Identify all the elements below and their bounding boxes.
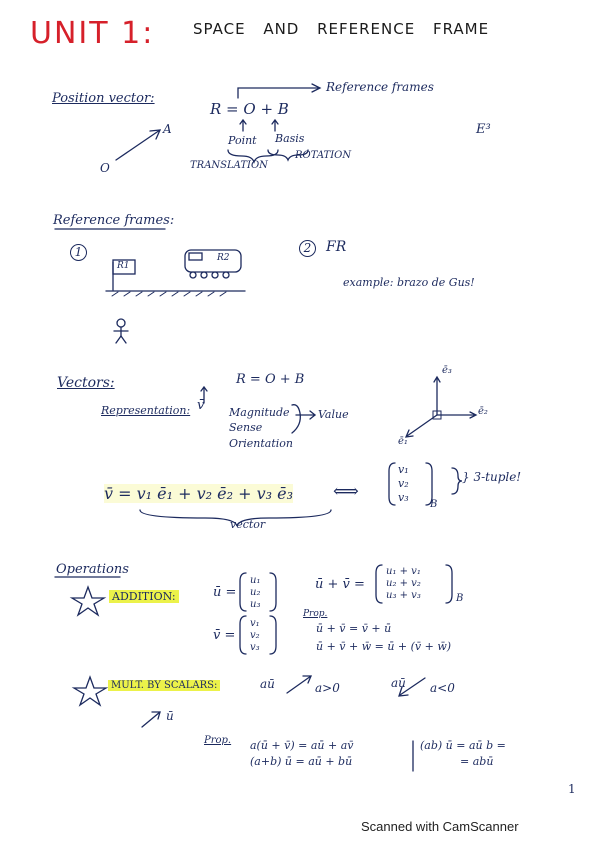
page-number: 1 bbox=[568, 782, 576, 796]
space-label: E³ bbox=[476, 122, 491, 137]
scalar-prop-1: a(ū + v̄) = aū + av̄ bbox=[250, 739, 354, 752]
e3-label: ē₃ bbox=[442, 365, 452, 376]
scalar-prop-label: Prop. bbox=[204, 735, 232, 746]
tuple-note: } 3-tuple! bbox=[462, 470, 522, 484]
star-addition-icon bbox=[72, 587, 104, 615]
u2: u₂ bbox=[250, 587, 261, 598]
vector-word: vector bbox=[230, 518, 266, 531]
r1-label: R1 bbox=[117, 261, 130, 271]
scanned-watermark: Scanned with CamScanner bbox=[361, 819, 519, 834]
a-negative: a<0 bbox=[430, 681, 455, 695]
v3: v₃ bbox=[250, 642, 260, 653]
reference-frames-heading: Reference frames: bbox=[53, 213, 175, 228]
rotation-label: ROTATION bbox=[295, 150, 352, 161]
r2-label: R2 bbox=[217, 253, 230, 263]
e1-label: ē₁ bbox=[398, 436, 408, 447]
origin-label: O bbox=[100, 161, 110, 175]
equivalence-arrow: ⟺ bbox=[333, 481, 359, 502]
reference-frames-label: Reference frames bbox=[326, 80, 434, 94]
position-vector-line bbox=[116, 130, 160, 160]
translation-label: TRANSLATION bbox=[190, 160, 268, 171]
operations-heading: Operations bbox=[56, 562, 129, 577]
magnitude-label: Magnitude bbox=[229, 406, 290, 419]
scalar-mult-positive: aū bbox=[260, 677, 275, 691]
fr-label: FR bbox=[326, 239, 347, 255]
e2-label: ē₂ bbox=[478, 406, 488, 417]
v1: v₁ bbox=[250, 618, 260, 629]
v-definition: v̄ = bbox=[213, 628, 236, 643]
point-label: Point bbox=[228, 134, 257, 147]
page-title: SPACE AND REFERENCE FRAME bbox=[193, 20, 490, 38]
u-definition: ū = bbox=[213, 585, 237, 600]
tuple-basis: B bbox=[430, 499, 438, 510]
u3: u₃ bbox=[250, 599, 261, 610]
scalar-prop-2: (a+b) ū = aū + bū bbox=[250, 755, 353, 768]
item-2-badge: 2 bbox=[299, 240, 316, 257]
position-vector-heading: Position vector: bbox=[52, 91, 155, 106]
vector-equation: v̄ = v₁ ē₁ + v₂ ē₂ + v₃ ē₃ bbox=[104, 484, 294, 503]
vectors-heading: Vectors: bbox=[57, 375, 115, 391]
item-1-badge: 1 bbox=[70, 244, 87, 261]
tuple-v2: v₂ bbox=[398, 477, 409, 490]
sum-basis: B bbox=[456, 593, 464, 604]
vector-formula: R = O + B bbox=[236, 372, 305, 387]
u1: u₁ bbox=[250, 575, 261, 586]
scalar-prop-4: = abū bbox=[460, 755, 494, 768]
reference-frames-bracket bbox=[238, 88, 318, 98]
star-mult-icon bbox=[74, 677, 106, 705]
sum-definition: ū + v̄ = bbox=[315, 577, 365, 592]
u-arrow-label: ū bbox=[166, 709, 174, 723]
representation-label: Representation: bbox=[101, 404, 191, 417]
tuple-v3: v₃ bbox=[398, 491, 409, 504]
tuple-v1: v₁ bbox=[398, 463, 409, 476]
sum-row-2: u₂ + v₂ bbox=[386, 578, 421, 589]
addition-prop-1: ū + v̄ = v̄ + ū bbox=[316, 622, 392, 635]
point-a-label: A bbox=[163, 122, 172, 136]
v-bar-symbol: v̄ bbox=[197, 398, 205, 413]
value-label: Value bbox=[318, 408, 349, 421]
addition-prop-label: Prop. bbox=[303, 609, 328, 619]
scalar-prop-3: (ab) ū = aū b = bbox=[420, 739, 506, 752]
addition-prop-2: ū + v̄ + w̄ = ū + (v̄ + w̄) bbox=[316, 640, 452, 653]
a-positive: a>0 bbox=[315, 681, 340, 695]
scalar-mult-negative: aū bbox=[391, 676, 406, 690]
addition-label: ADDITION: bbox=[109, 590, 179, 603]
stick-figure-head bbox=[117, 319, 125, 327]
orientation-label: Orientation bbox=[229, 437, 294, 450]
value-brace bbox=[292, 405, 300, 433]
v2: v₂ bbox=[250, 630, 260, 641]
mult-by-scalars-label: MULT. BY SCALARS: bbox=[108, 680, 220, 691]
sum-row-1: u₁ + v₁ bbox=[386, 566, 421, 577]
frame-formula: R = O + B bbox=[210, 100, 289, 118]
unit-label: UNIT 1: bbox=[30, 16, 155, 51]
basis-label: Basis bbox=[275, 132, 305, 145]
example-note: example: brazo de Gus! bbox=[343, 276, 475, 289]
sense-label: Sense bbox=[229, 421, 263, 434]
sum-row-3: u₃ + v₃ bbox=[386, 590, 421, 601]
